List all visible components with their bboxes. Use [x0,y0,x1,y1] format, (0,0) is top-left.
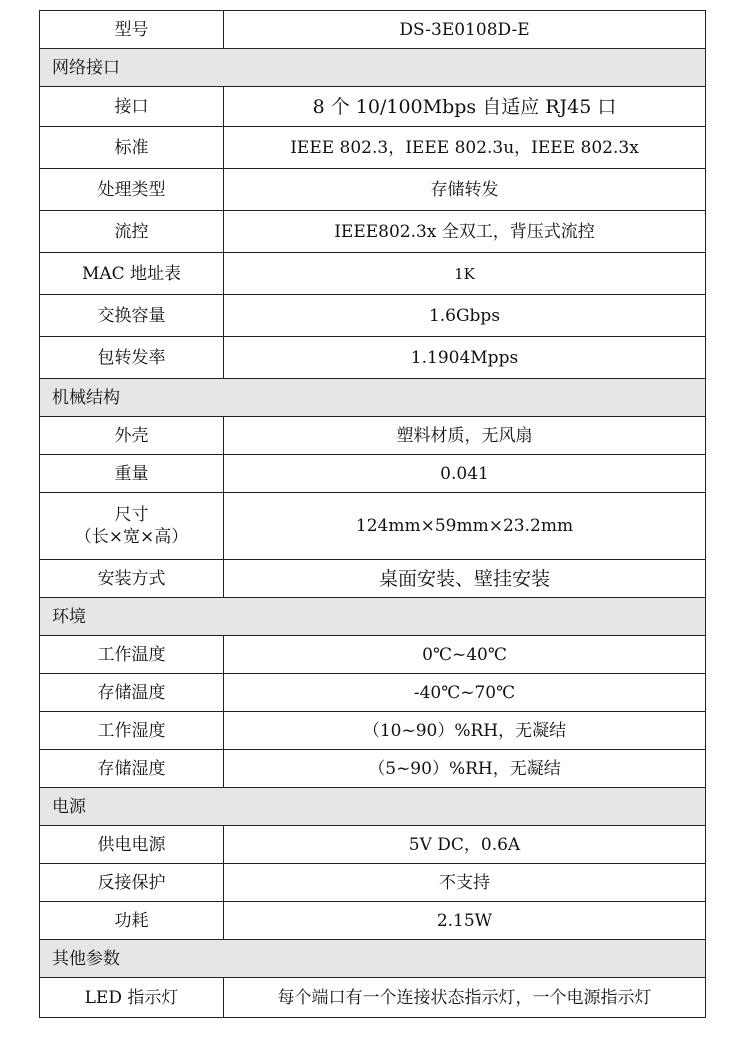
section-mechanical [40,379,706,417]
table-row [40,211,706,253]
table-row [40,978,706,1018]
row-label: 接口 [40,87,224,127]
table-row [40,712,706,750]
model-row [40,11,706,49]
spec-table [39,10,706,1018]
row-label: 包转发率 [40,337,224,379]
section-power [40,788,706,826]
table-row [40,674,706,712]
section-title: 其他参数 [40,940,706,978]
row-value: IEEE802.3x 全双工，背压式流控 [224,211,706,253]
row-value: 1.1904Mpps [224,337,706,379]
row-value: 1.6Gbps [224,295,706,337]
row-label: 重量 [40,455,224,493]
section-title: 机械结构 [40,379,706,417]
table-row [40,826,706,864]
row-value: 0.041 [224,455,706,493]
model-value: DS-3E0108D-E [224,11,706,49]
table-row [40,337,706,379]
table-row [40,493,706,560]
table-row [40,864,706,902]
row-value: 124mm×59mm×23.2mm [224,493,706,560]
section-other [40,940,706,978]
row-label: 工作湿度 [40,712,224,750]
row-label: 功耗 [40,902,224,940]
row-value: 存储转发 [224,169,706,211]
row-value: 2.15W [224,902,706,940]
table-row [40,127,706,169]
model-label: 型号 [40,11,224,49]
section-title: 环境 [40,598,706,636]
row-value: IEEE 802.3，IEEE 802.3u，IEEE 802.3x [224,127,706,169]
row-value: 不支持 [224,864,706,902]
row-label: 安装方式 [40,560,224,598]
row-label: 供电电源 [40,826,224,864]
section-network [40,49,706,87]
table-row [40,253,706,295]
row-label: 存储湿度 [40,750,224,788]
row-label: 交换容量 [40,295,224,337]
table-row [40,295,706,337]
row-value: -40℃~70℃ [224,674,706,712]
row-label-line2: （长×宽×高） [74,527,189,547]
row-label: 标准 [40,127,224,169]
row-label: 流控 [40,211,224,253]
row-value: 桌面安装、壁挂安装 [224,560,706,598]
table-row [40,902,706,940]
section-title: 网络接口 [40,49,706,87]
row-value: 0℃~40℃ [224,636,706,674]
table-row [40,417,706,455]
table-row [40,636,706,674]
row-value: 每个端口有一个连接状态指示灯，一个电源指示灯 [224,978,706,1018]
row-label-dimensions [40,493,224,560]
table-row [40,750,706,788]
section-title: 电源 [40,788,706,826]
row-label: 处理类型 [40,169,224,211]
row-value: 1K [224,253,706,295]
row-value: （5~90）%RH，无凝结 [224,750,706,788]
table-row [40,455,706,493]
row-label: MAC 地址表 [40,253,224,295]
table-row [40,169,706,211]
section-environment [40,598,706,636]
row-value: 5V DC，0.6A [224,826,706,864]
row-label: 存储温度 [40,674,224,712]
table-row [40,560,706,598]
table-row [40,87,706,127]
row-label: 外壳 [40,417,224,455]
row-label-line1: 尺寸 [114,505,149,525]
row-value: 塑料材质，无风扇 [224,417,706,455]
row-value: 8 个 10/100Mbps 自适应 RJ45 口 [224,87,706,127]
row-value: （10~90）%RH，无凝结 [224,712,706,750]
row-label: 反接保护 [40,864,224,902]
row-label: LED 指示灯 [40,978,224,1018]
row-label: 工作温度 [40,636,224,674]
